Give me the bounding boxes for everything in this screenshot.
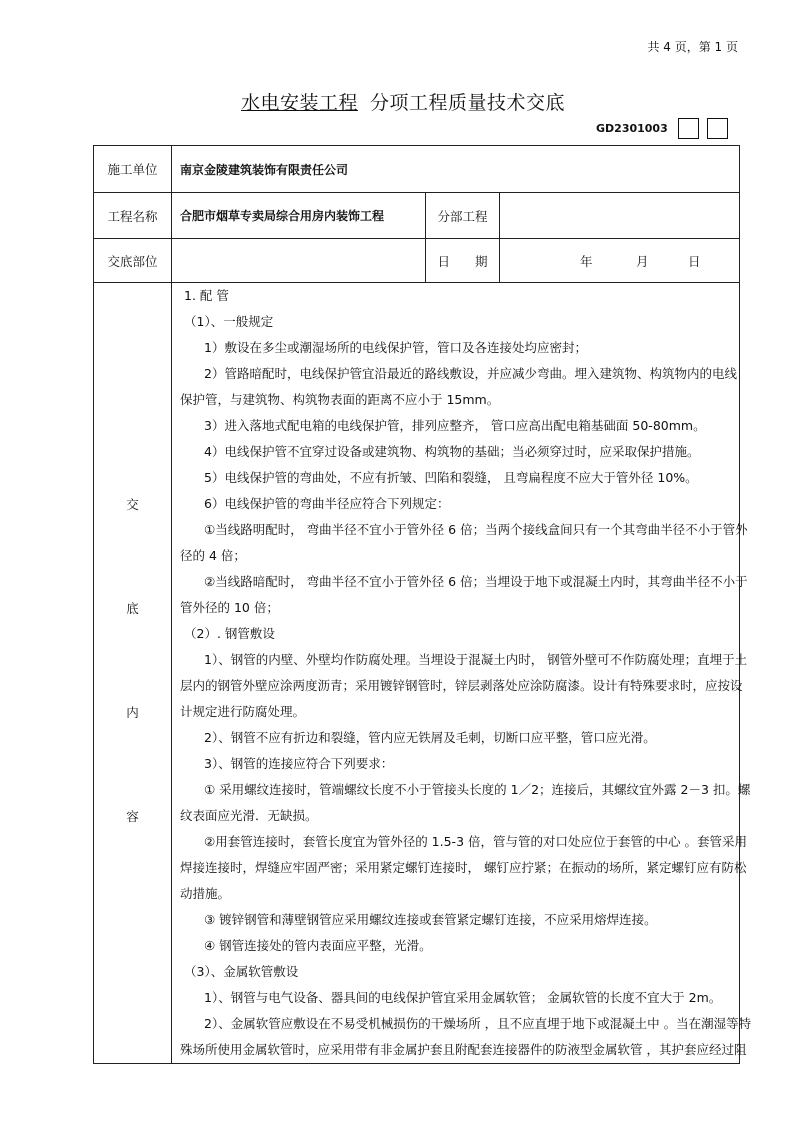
content-line: （3）、金属软管敷设 [184,964,299,979]
content-line: （2）. 钢管敷设 [184,626,275,641]
content-line: 4）电线保护管不宜穿过设备或建筑物、构筑物的基础；当必须穿过时，应采取保护措施。 [204,444,700,459]
content-line: 殊场所使用金属软管时，应采用带有非金属护套且附配套连接器件的防液型金属软管 ，其护套应经过阻 [180,1042,747,1057]
content-line: ②用套管连接时，套管长度宜为管外径的 1.5-3 倍，管与管的对口处应位于套管的中心 。套管采用 [204,834,747,849]
content-line: 2）、金属软管应敷设在不易受机械损伤的干燥场所 ，且不应直埋于地下或混凝土中 。当在潮湿等特 [204,1016,752,1031]
content-line: 6）电线保护管的弯曲半径应符合下列规定： [204,496,450,511]
checkbox-1[interactable] [678,118,699,139]
date-value[interactable] [500,239,740,283]
content-line: 管外径的 10 倍； [180,600,279,615]
page-number: 共 4 页，第 1 页 [647,40,738,54]
project-name-label: 工程名称 [94,193,172,239]
side-char-1: 交 [126,497,139,512]
sub-project-value[interactable] [500,193,740,239]
side-char-2: 底 [126,601,139,616]
title-suffix: 分项工程质量技术交底 [370,92,566,114]
content-side-label [94,283,172,1064]
content-line: 2）、钢管不应有折边和裂缝，管内应无铁屑及毛刺，切断口应平整，管口应光滑。 [204,730,656,745]
date-year: 年 [580,253,593,269]
sub-project-label: 分部工程 [426,193,500,239]
document-code: GD2301003 [596,122,668,135]
construction-unit-label: 施工单位 [94,146,172,193]
title-project-type: 水电安装工程 [240,92,358,114]
content-line: 计规定进行防腐处理。 [180,704,306,719]
content-line: 3）进入落地式配电箱的电线保护管，排列应整齐， 管口应高出配电箱基础面 50-80mm。 [204,418,706,433]
project-name-value: 合肥市烟草专卖局综合用房内装饰工程 [172,193,426,239]
disclosure-part-label: 交底部位 [94,239,172,283]
content-line: 1. 配 管 [184,288,229,303]
content-body [172,283,752,1064]
content-line: 层内的钢管外壁应涂两度沥青；采用镀锌钢管时，锌层剥落处应涂防腐漆。设计有特殊要求时，应按设 [180,678,743,693]
content-line: ③ 镀锌钢管和薄壁钢管应采用螺纹连接或套管紧定螺钉连接，不应采用熔焊连接。 [204,912,657,927]
content-line: （1）、一般规定 [184,314,274,329]
content-line: ②当线路暗配时， 弯曲半径不宜小于管外径 6 倍；当埋设于地下或混凝土内时，其弯曲半径不小于 [204,574,748,589]
content-line: 1）敷设在多尘或潮湿场所的电线保护管，管口及各连接处均应密封； [204,340,587,355]
checkbox-2[interactable] [707,118,728,139]
content-line: 动措施。 [180,886,231,901]
content-line: 纹表面应光滑．无缺损。 [180,808,318,823]
date-label: 日 期 [426,239,500,283]
content-line: 1）、钢管与电气设备、器具间的电线保护管宜采用金属软管； 金属软管的长度不宜大于 2m。 [204,990,722,1005]
content-line: ①当线路明配时， 弯曲半径不宜小于管外径 6 倍；当两个接线盒间只有一个其弯曲半径不小于管外 [204,522,748,537]
content-line: ① 采用螺纹连接时，管端螺纹长度不小于管接头长度的 1／2；连接后，其螺纹宜外露 2－3 扣。螺 [204,782,751,797]
disclosure-table [93,145,752,1064]
date-month: 月 [636,253,649,269]
row-disclosure-part [94,239,740,283]
content-line: 2）管路暗配时，电线保护管宜沿最近的路线敷设，并应减少弯曲。埋入建筑物、构筑物内的电线 [204,366,737,381]
date-day: 日 [688,253,701,269]
content-line: 3）、钢管的连接应符合下列要求： [204,756,394,771]
content-line: 保护管，与建筑物、构筑物表面的距离不应小于 15mm。 [180,392,500,407]
content-line: 5）电线保护管的弯曲处，不应有折皱、凹陷和裂缝， 且弯扁程度不应大于管外径 10%。 [204,470,698,485]
row-project-name [94,193,740,239]
row-content [94,283,740,1064]
content-line: 径的 4 倍； [180,548,246,563]
row-construction-unit [94,146,740,193]
content-line: 焊接连接时，焊缝应牢固严密；采用紧定螺钉连接时， 螺钉应拧紧；在振动的场所，紧定螺钉应有防松 [180,860,747,875]
construction-unit-value: 南京金陵建筑装饰有限责任公司 [172,146,740,193]
disclosure-part-value[interactable] [172,239,426,283]
page-title [0,88,794,115]
content-line: ④ 钢管连接处的管内表面应平整，光滑。 [204,938,432,953]
side-char-3: 内 [126,705,139,720]
content-line: 1）、钢管的内壁、外壁均作防腐处理。当埋设于混凝土内时， 钢管外壁可不作防腐处理；直埋于土 [204,652,748,667]
side-char-4: 容 [126,809,139,824]
